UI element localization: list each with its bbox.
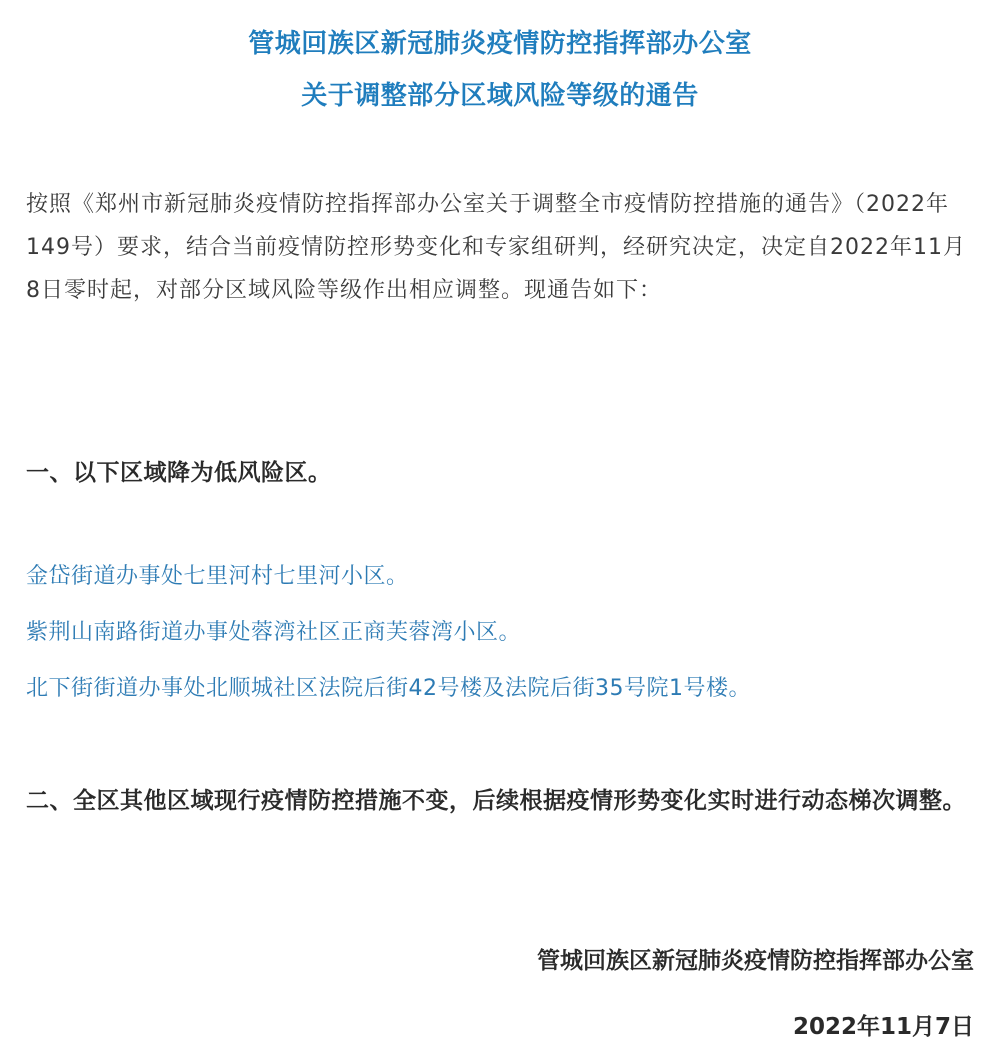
title-line-1: 管城回族区新冠肺炎疫情防控指挥部办公室 (248, 29, 752, 59)
area-item: 金岱街道办事处七里河村七里河小区。 (26, 564, 409, 589)
title-line-2: 关于调整部分区域风险等级的通告 (301, 81, 699, 111)
signature-office: 管城回族区新冠肺炎疫情防控指挥部办公室 (537, 948, 974, 974)
area-item: 北下街街道办事处北顺城社区法院后街42号楼及法院后街35号院1号楼。 (26, 676, 751, 701)
signature-date: 2022年11月7日 (792, 1014, 974, 1040)
low-risk-area-list (26, 562, 978, 730)
section-1-heading: 一、以下区域降为低风险区。 (26, 460, 332, 486)
intro-paragraph: 按照《郑州市新冠肺炎疫情防控指挥部办公室关于调整全市疫情防控措施的通告》（2022年149号）要求，结合当前疫情防控形势变化和专家组研判，经研究决定，决定自2022年11月8日零时起，对部分区域风险等级作出相应调整。现通告如下： (26, 192, 966, 303)
notice-title (0, 18, 1000, 122)
area-item: 紫荆山南路街道办事处蓉湾社区正商芙蓉湾小区。 (26, 620, 522, 645)
section-2-heading: 二、全区其他区域现行疫情防控措施不变，后续根据疫情形势变化实时进行动态梯次调整。 (26, 788, 966, 814)
